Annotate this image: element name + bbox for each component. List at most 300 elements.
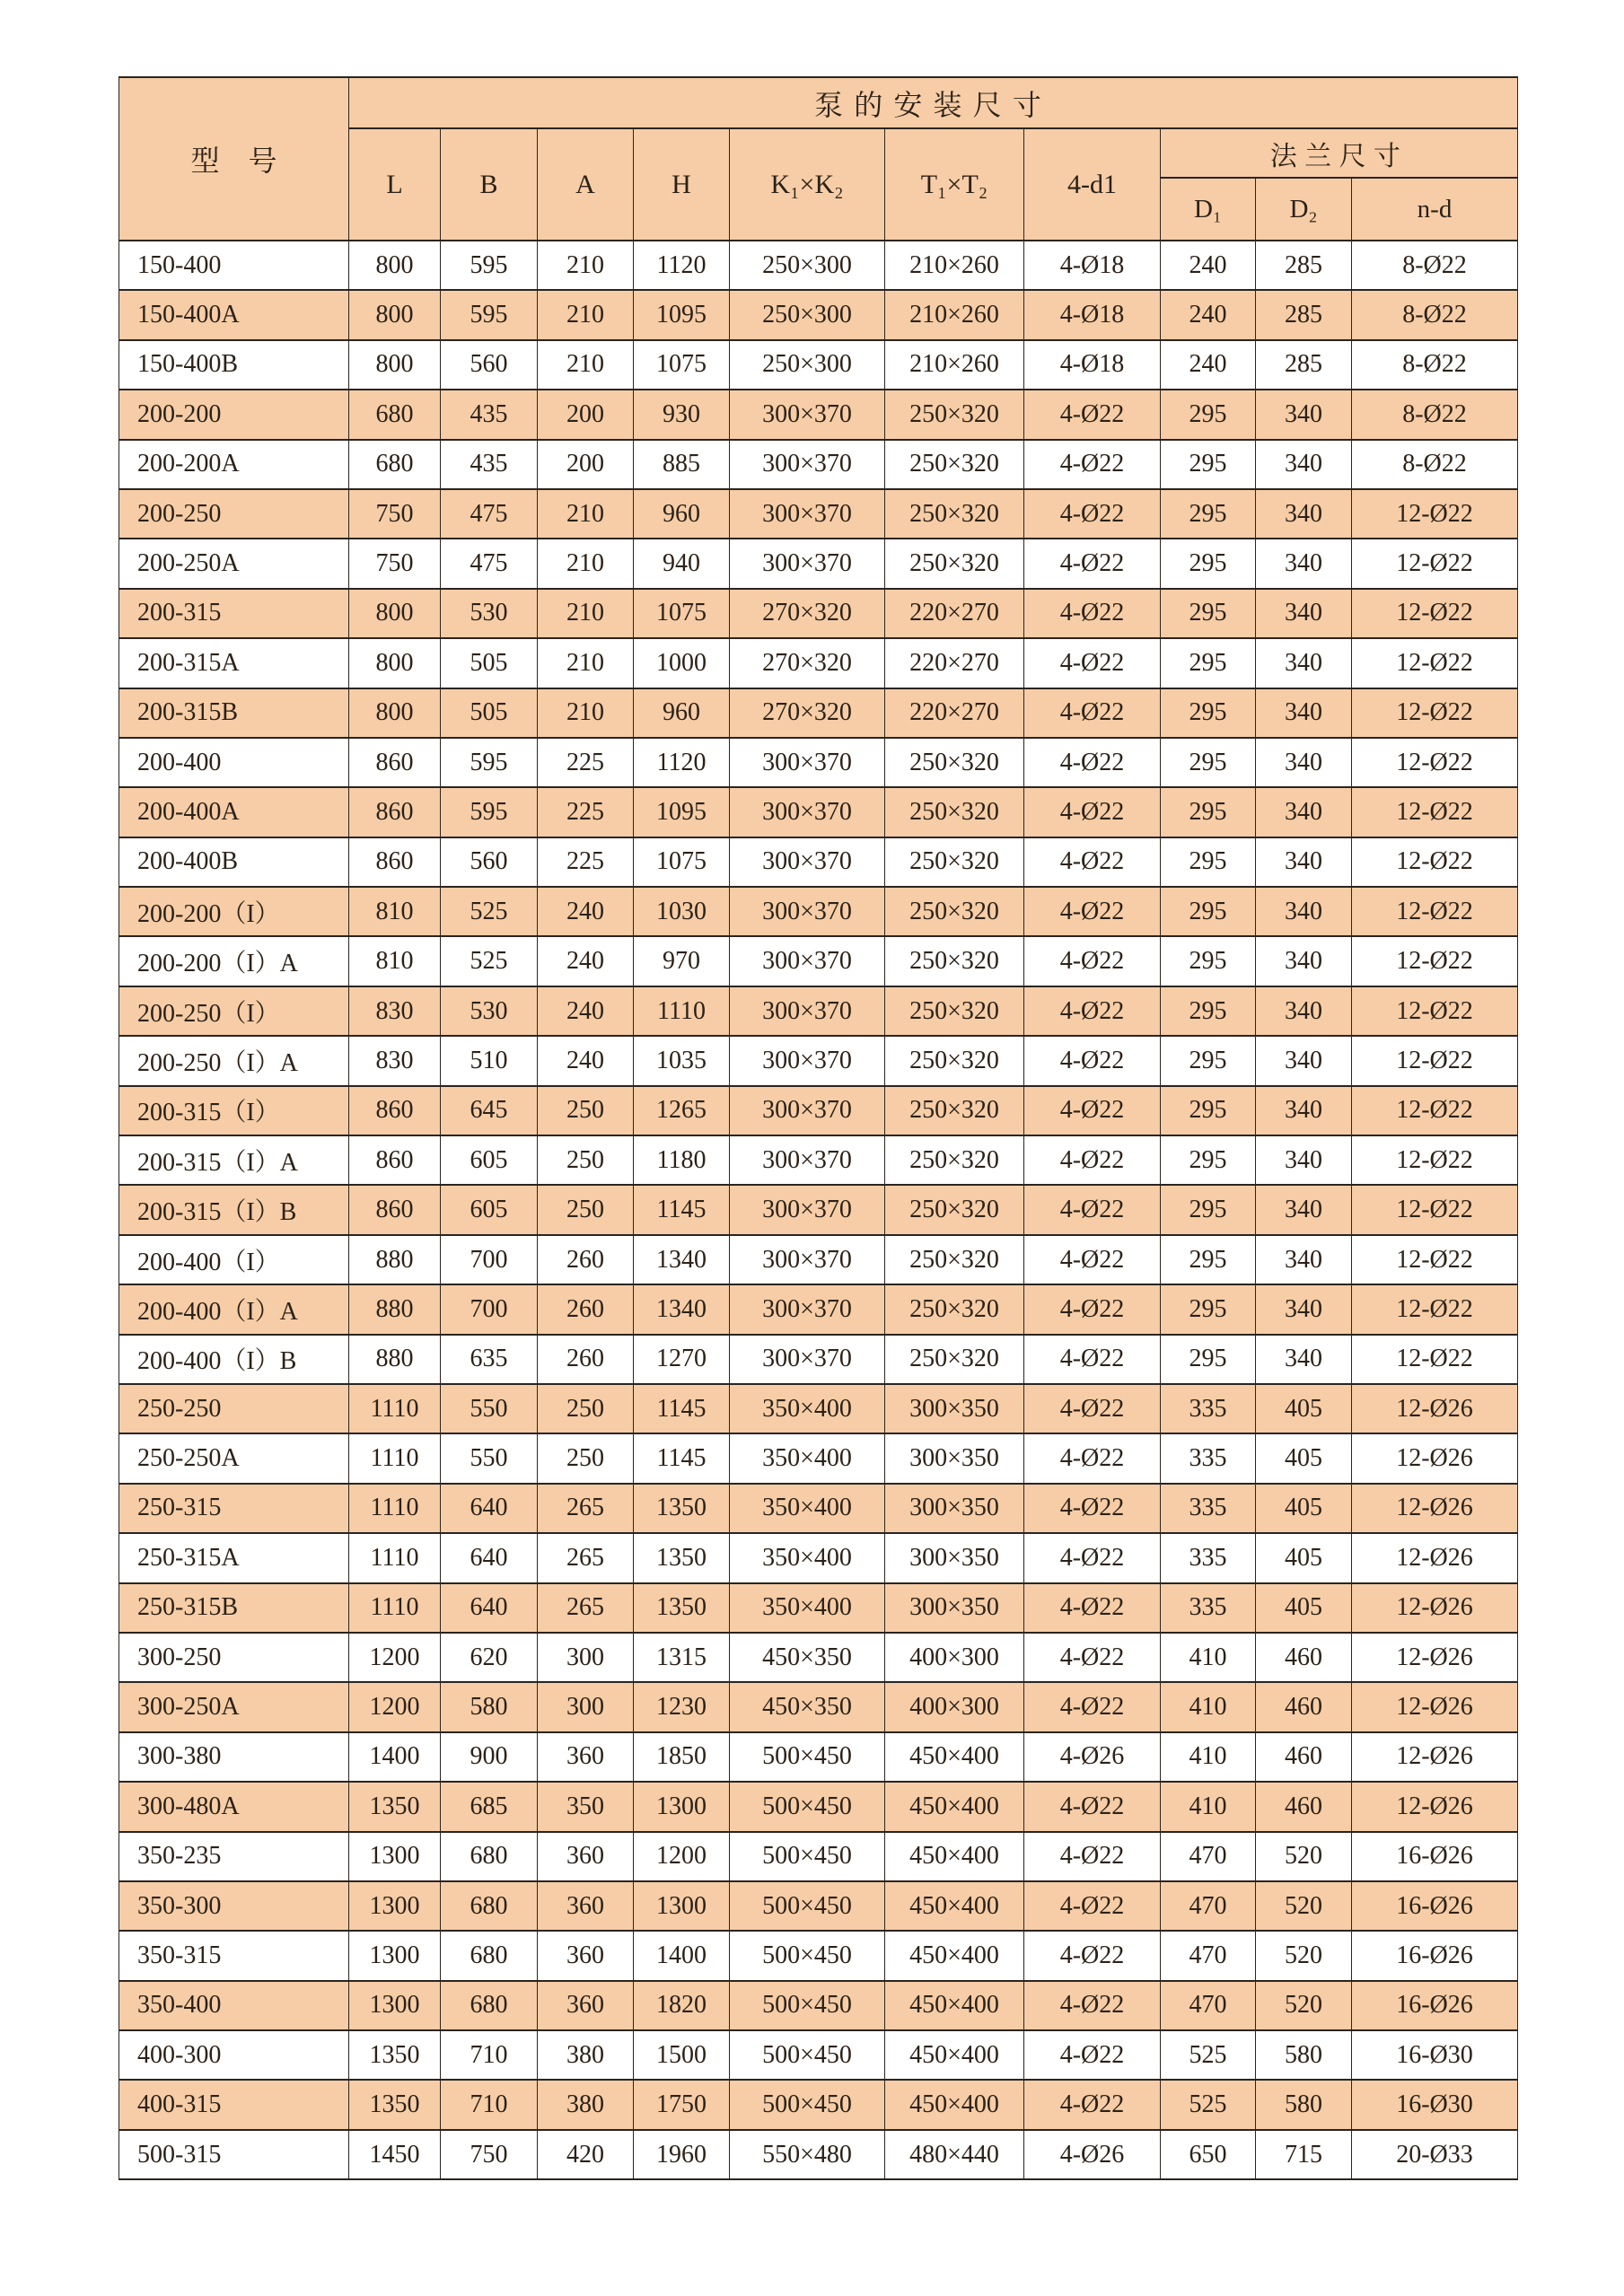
- value-cell: 960: [634, 688, 730, 738]
- value-cell: 250×320: [885, 936, 1024, 986]
- table-row: [119, 1135, 1518, 1185]
- value-cell: 680: [441, 1832, 538, 1881]
- value-cell: 595: [441, 241, 538, 290]
- value-cell: 810: [349, 887, 441, 936]
- value-cell: 700: [441, 1284, 538, 1334]
- value-cell: 830: [349, 986, 441, 1036]
- value-cell: 4-Ø22: [1024, 1484, 1161, 1533]
- value-cell: 4-Ø22: [1024, 1633, 1161, 1682]
- table-row: [119, 787, 1518, 837]
- value-cell: 295: [1161, 489, 1256, 539]
- value-cell: 300×370: [730, 489, 885, 539]
- model-cell: 200-250: [119, 489, 349, 539]
- value-cell: 4-Ø22: [1024, 1881, 1161, 1931]
- value-cell: 210×260: [885, 340, 1024, 390]
- value-cell: 265: [538, 1583, 634, 1633]
- model-cell: 200-400（I）: [119, 1235, 349, 1284]
- value-cell: 250×320: [885, 1284, 1024, 1334]
- table-row: [119, 1384, 1518, 1433]
- value-cell: 16-Ø26: [1352, 1931, 1518, 1980]
- value-cell: 460: [1256, 1682, 1352, 1731]
- value-cell: 475: [441, 489, 538, 539]
- value-cell: 340: [1256, 589, 1352, 638]
- column-header-nd: n-d: [1352, 178, 1518, 241]
- value-cell: 1350: [634, 1533, 730, 1582]
- value-cell: 250: [538, 1433, 634, 1483]
- value-cell: 800: [349, 290, 441, 339]
- value-cell: 4-Ø22: [1024, 1832, 1161, 1881]
- value-cell: 295: [1161, 1284, 1256, 1334]
- table-row: [119, 1931, 1518, 1980]
- value-cell: 450×400: [885, 1881, 1024, 1931]
- value-cell: 460: [1256, 1732, 1352, 1782]
- value-cell: 1000: [634, 638, 730, 688]
- value-cell: 12-Ø22: [1352, 489, 1518, 539]
- value-cell: 12-Ø22: [1352, 589, 1518, 638]
- value-cell: 300×350: [885, 1583, 1024, 1633]
- value-cell: 12-Ø22: [1352, 1235, 1518, 1284]
- value-cell: 510: [441, 1036, 538, 1085]
- value-cell: 12-Ø26: [1352, 1682, 1518, 1731]
- value-cell: 8-Ø22: [1352, 241, 1518, 290]
- value-cell: 700: [441, 1235, 538, 1284]
- value-cell: 340: [1256, 787, 1352, 837]
- value-cell: 260: [538, 1335, 634, 1384]
- value-cell: 250×320: [885, 489, 1024, 539]
- value-cell: 800: [349, 688, 441, 738]
- value-cell: 300×370: [730, 1135, 885, 1185]
- value-cell: 500×450: [730, 1832, 885, 1881]
- value-cell: 210: [538, 290, 634, 339]
- table-row: [119, 887, 1518, 936]
- table-row: [119, 1782, 1518, 1831]
- value-cell: 300×370: [730, 887, 885, 936]
- table-row: [119, 1086, 1518, 1135]
- value-cell: 580: [441, 1682, 538, 1731]
- value-cell: 4-Ø22: [1024, 1235, 1161, 1284]
- value-cell: 450×400: [885, 1981, 1024, 2030]
- header-row-group: [119, 77, 1518, 128]
- value-cell: 1120: [634, 241, 730, 290]
- value-cell: 1300: [349, 1881, 441, 1931]
- value-cell: 645: [441, 1086, 538, 1135]
- value-cell: 240: [538, 936, 634, 986]
- value-cell: 12-Ø22: [1352, 837, 1518, 887]
- value-cell: 410: [1161, 1633, 1256, 1682]
- value-cell: 360: [538, 1832, 634, 1881]
- value-cell: 12-Ø26: [1352, 1732, 1518, 1782]
- model-column-header: 型 号: [119, 77, 349, 241]
- value-cell: 12-Ø26: [1352, 1484, 1518, 1533]
- model-cell: 200-200（I）: [119, 887, 349, 936]
- value-cell: 4-Ø22: [1024, 440, 1161, 489]
- value-cell: 360: [538, 1732, 634, 1782]
- table-row: [119, 738, 1518, 787]
- value-cell: 635: [441, 1335, 538, 1384]
- value-cell: 295: [1161, 1185, 1256, 1234]
- value-cell: 340: [1256, 1036, 1352, 1085]
- value-cell: 16-Ø30: [1352, 2030, 1518, 2080]
- model-cell: 200-200（I）A: [119, 936, 349, 986]
- value-cell: 1350: [349, 1782, 441, 1831]
- value-cell: 270×320: [730, 638, 885, 688]
- model-cell: 200-315（I）B: [119, 1185, 349, 1234]
- value-cell: 605: [441, 1185, 538, 1234]
- value-cell: 295: [1161, 787, 1256, 837]
- value-cell: 435: [441, 390, 538, 439]
- value-cell: 860: [349, 1185, 441, 1234]
- value-cell: 250×300: [730, 290, 885, 339]
- value-cell: 12-Ø22: [1352, 887, 1518, 936]
- value-cell: 1180: [634, 1135, 730, 1185]
- value-cell: 240: [538, 986, 634, 1036]
- value-cell: 250: [538, 1384, 634, 1433]
- table-row: [119, 1881, 1518, 1931]
- value-cell: 1270: [634, 1335, 730, 1384]
- value-cell: 295: [1161, 837, 1256, 887]
- value-cell: 900: [441, 1732, 538, 1782]
- value-cell: 240: [538, 887, 634, 936]
- value-cell: 295: [1161, 688, 1256, 738]
- model-cell: 200-315A: [119, 638, 349, 688]
- value-cell: 1300: [634, 1881, 730, 1931]
- value-cell: 4-Ø22: [1024, 738, 1161, 787]
- value-cell: 640: [441, 1484, 538, 1533]
- value-cell: 12-Ø26: [1352, 1633, 1518, 1682]
- value-cell: 300×350: [885, 1484, 1024, 1533]
- value-cell: 340: [1256, 440, 1352, 489]
- value-cell: 12-Ø22: [1352, 1086, 1518, 1135]
- value-cell: 520: [1256, 1931, 1352, 1980]
- value-cell: 295: [1161, 738, 1256, 787]
- model-cell: 250-315: [119, 1484, 349, 1533]
- value-cell: 285: [1256, 340, 1352, 390]
- value-cell: 1350: [349, 2030, 441, 2080]
- value-cell: 580: [1256, 2030, 1352, 2080]
- value-cell: 685: [441, 1782, 538, 1831]
- value-cell: 550: [441, 1433, 538, 1483]
- column-header-4d1: 4-d1: [1024, 128, 1161, 241]
- value-cell: 405: [1256, 1583, 1352, 1633]
- value-cell: 225: [538, 787, 634, 837]
- value-cell: 460: [1256, 1633, 1352, 1682]
- value-cell: 960: [634, 489, 730, 539]
- value-cell: 505: [441, 638, 538, 688]
- value-cell: 4-Ø22: [1024, 2080, 1161, 2129]
- value-cell: 250×300: [730, 340, 885, 390]
- value-cell: 400×300: [885, 1633, 1024, 1682]
- value-cell: 550×480: [730, 2130, 885, 2179]
- value-cell: 435: [441, 440, 538, 489]
- value-cell: 4-Ø22: [1024, 390, 1161, 439]
- value-cell: 500×450: [730, 1931, 885, 1980]
- model-cell: 150-400B: [119, 340, 349, 390]
- column-header-B: B: [441, 128, 538, 241]
- value-cell: 210: [538, 539, 634, 588]
- value-cell: 680: [441, 1931, 538, 1980]
- value-cell: 800: [349, 241, 441, 290]
- value-cell: 1035: [634, 1036, 730, 1085]
- value-cell: 410: [1161, 1732, 1256, 1782]
- value-cell: 300: [538, 1682, 634, 1731]
- table-body: [119, 241, 1518, 2179]
- value-cell: 530: [441, 986, 538, 1036]
- value-cell: 16-Ø26: [1352, 1832, 1518, 1881]
- value-cell: 4-Ø26: [1024, 2130, 1161, 2179]
- value-cell: 650: [1161, 2130, 1256, 2179]
- value-cell: 520: [1256, 1981, 1352, 2030]
- value-cell: 250×320: [885, 1235, 1024, 1284]
- model-cell: 350-315: [119, 1931, 349, 1980]
- value-cell: 1110: [349, 1533, 441, 1582]
- value-cell: 340: [1256, 1185, 1352, 1234]
- value-cell: 210: [538, 589, 634, 638]
- value-cell: 295: [1161, 390, 1256, 439]
- table-row: [119, 440, 1518, 489]
- value-cell: 4-Ø22: [1024, 1335, 1161, 1384]
- table-row: [119, 638, 1518, 688]
- value-cell: 210: [538, 489, 634, 539]
- value-cell: 12-Ø22: [1352, 1135, 1518, 1185]
- model-cell: 150-400A: [119, 290, 349, 339]
- value-cell: 300×370: [730, 936, 885, 986]
- model-cell: 200-400: [119, 738, 349, 787]
- value-cell: 710: [441, 2080, 538, 2129]
- value-cell: 8-Ø22: [1352, 340, 1518, 390]
- value-cell: 4-Ø26: [1024, 1732, 1161, 1782]
- value-cell: 1145: [634, 1185, 730, 1234]
- value-cell: 210×260: [885, 290, 1024, 339]
- value-cell: 300×370: [730, 1185, 885, 1234]
- model-cell: 350-235: [119, 1832, 349, 1881]
- model-cell: 300-380: [119, 1732, 349, 1782]
- value-cell: 240: [1161, 241, 1256, 290]
- value-cell: 500×450: [730, 1732, 885, 1782]
- value-cell: 880: [349, 1235, 441, 1284]
- value-cell: 4-Ø22: [1024, 837, 1161, 887]
- value-cell: 12-Ø22: [1352, 738, 1518, 787]
- model-cell: 200-200: [119, 390, 349, 439]
- value-cell: 400×300: [885, 1682, 1024, 1731]
- value-cell: 1340: [634, 1235, 730, 1284]
- value-cell: 4-Ø18: [1024, 290, 1161, 339]
- value-cell: 4-Ø22: [1024, 1284, 1161, 1334]
- value-cell: 1075: [634, 340, 730, 390]
- value-cell: 260: [538, 1235, 634, 1284]
- value-cell: 520: [1256, 1881, 1352, 1931]
- value-cell: 250×320: [885, 986, 1024, 1036]
- value-cell: 12-Ø26: [1352, 1782, 1518, 1831]
- value-cell: 710: [441, 2030, 538, 2080]
- value-cell: 4-Ø22: [1024, 1533, 1161, 1582]
- column-header-D2: D₂: [1256, 178, 1352, 241]
- value-cell: 300×370: [730, 1036, 885, 1085]
- value-cell: 1400: [634, 1931, 730, 1980]
- value-cell: 885: [634, 440, 730, 489]
- value-cell: 12-Ø22: [1352, 1185, 1518, 1234]
- value-cell: 12-Ø22: [1352, 539, 1518, 588]
- value-cell: 210×260: [885, 241, 1024, 290]
- value-cell: 1230: [634, 1682, 730, 1731]
- table-row: [119, 986, 1518, 1036]
- value-cell: 285: [1256, 241, 1352, 290]
- value-cell: 640: [441, 1533, 538, 1582]
- value-cell: 295: [1161, 1135, 1256, 1185]
- value-cell: 1110: [634, 986, 730, 1036]
- table-row: [119, 1335, 1518, 1384]
- value-cell: 250×320: [885, 738, 1024, 787]
- value-cell: 380: [538, 2030, 634, 2080]
- table-row: [119, 340, 1518, 390]
- model-cell: 200-200A: [119, 440, 349, 489]
- value-cell: 1350: [349, 2080, 441, 2129]
- value-cell: 860: [349, 787, 441, 837]
- value-cell: 16-Ø26: [1352, 1881, 1518, 1931]
- value-cell: 300×370: [730, 390, 885, 439]
- value-cell: 300×370: [730, 1284, 885, 1334]
- value-cell: 880: [349, 1335, 441, 1384]
- model-cell: 400-315: [119, 2080, 349, 2129]
- value-cell: 750: [349, 489, 441, 539]
- model-cell: 200-250（I）A: [119, 1036, 349, 1085]
- value-cell: 250: [538, 1185, 634, 1234]
- value-cell: 1110: [349, 1484, 441, 1533]
- model-cell: 200-400B: [119, 837, 349, 887]
- value-cell: 265: [538, 1533, 634, 1582]
- value-cell: 500×450: [730, 1782, 885, 1831]
- value-cell: 8-Ø22: [1352, 440, 1518, 489]
- value-cell: 505: [441, 688, 538, 738]
- value-cell: 300×370: [730, 1235, 885, 1284]
- value-cell: 12-Ø22: [1352, 1284, 1518, 1334]
- value-cell: 340: [1256, 489, 1352, 539]
- table-row: [119, 1235, 1518, 1284]
- value-cell: 12-Ø22: [1352, 936, 1518, 986]
- value-cell: 620: [441, 1633, 538, 1682]
- value-cell: 350×400: [730, 1583, 885, 1633]
- value-cell: 480×440: [885, 2130, 1024, 2179]
- value-cell: 295: [1161, 589, 1256, 638]
- value-cell: 285: [1256, 290, 1352, 339]
- value-cell: 800: [349, 589, 441, 638]
- value-cell: 4-Ø22: [1024, 1384, 1161, 1433]
- table-row: [119, 2130, 1518, 2179]
- value-cell: 4-Ø22: [1024, 1682, 1161, 1731]
- value-cell: 640: [441, 1583, 538, 1633]
- value-cell: 500×450: [730, 1881, 885, 1931]
- value-cell: 4-Ø22: [1024, 936, 1161, 986]
- value-cell: 860: [349, 738, 441, 787]
- value-cell: 450×400: [885, 1931, 1024, 1980]
- value-cell: 450×400: [885, 1832, 1024, 1881]
- value-cell: 340: [1256, 738, 1352, 787]
- value-cell: 250: [538, 1135, 634, 1185]
- value-cell: 680: [349, 440, 441, 489]
- value-cell: 340: [1256, 1135, 1352, 1185]
- value-cell: 1110: [349, 1583, 441, 1633]
- value-cell: 250×320: [885, 1185, 1024, 1234]
- table-row: [119, 837, 1518, 887]
- value-cell: 750: [441, 2130, 538, 2179]
- value-cell: 300: [538, 1633, 634, 1682]
- value-cell: 930: [634, 390, 730, 439]
- value-cell: 260: [538, 1284, 634, 1334]
- value-cell: 580: [1256, 2080, 1352, 2129]
- table-row: [119, 539, 1518, 588]
- value-cell: 1350: [634, 1484, 730, 1533]
- value-cell: 530: [441, 589, 538, 638]
- value-cell: 520: [1256, 1832, 1352, 1881]
- value-cell: 4-Ø22: [1024, 1433, 1161, 1483]
- value-cell: 450×400: [885, 2030, 1024, 2080]
- table-row: [119, 1981, 1518, 2030]
- value-cell: 270×320: [730, 688, 885, 738]
- value-cell: 1300: [349, 1981, 441, 2030]
- value-cell: 1095: [634, 787, 730, 837]
- value-cell: 1500: [634, 2030, 730, 2080]
- value-cell: 200: [538, 390, 634, 439]
- value-cell: 800: [349, 638, 441, 688]
- value-cell: 1265: [634, 1086, 730, 1135]
- value-cell: 4-Ø22: [1024, 1135, 1161, 1185]
- value-cell: 1075: [634, 837, 730, 887]
- flange-dimensions-header: 法兰尺寸: [1161, 128, 1518, 178]
- value-cell: 1030: [634, 887, 730, 936]
- value-cell: 340: [1256, 1335, 1352, 1384]
- value-cell: 595: [441, 290, 538, 339]
- value-cell: 300×370: [730, 837, 885, 887]
- value-cell: 470: [1161, 1881, 1256, 1931]
- table-row: [119, 1484, 1518, 1533]
- value-cell: 220×270: [885, 638, 1024, 688]
- table-row: [119, 1583, 1518, 1633]
- value-cell: 4-Ø22: [1024, 1086, 1161, 1135]
- value-cell: 20-Ø33: [1352, 2130, 1518, 2179]
- value-cell: 450×350: [730, 1682, 885, 1731]
- value-cell: 340: [1256, 837, 1352, 887]
- column-header-D1: D₁: [1161, 178, 1256, 241]
- value-cell: 200: [538, 440, 634, 489]
- value-cell: 340: [1256, 1284, 1352, 1334]
- value-cell: 860: [349, 1135, 441, 1185]
- value-cell: 335: [1161, 1384, 1256, 1433]
- value-cell: 1200: [349, 1682, 441, 1731]
- value-cell: 12-Ø26: [1352, 1433, 1518, 1483]
- value-cell: 335: [1161, 1583, 1256, 1633]
- value-cell: 340: [1256, 390, 1352, 439]
- value-cell: 250×320: [885, 1086, 1024, 1135]
- value-cell: 4-Ø22: [1024, 887, 1161, 936]
- value-cell: 470: [1161, 1981, 1256, 2030]
- value-cell: 8-Ø22: [1352, 390, 1518, 439]
- table-row: [119, 688, 1518, 738]
- model-cell: 350-400: [119, 1981, 349, 2030]
- value-cell: 1315: [634, 1633, 730, 1682]
- value-cell: 525: [1161, 2030, 1256, 2080]
- column-header-K1K2: K₁×K₂: [730, 128, 885, 241]
- value-cell: 340: [1256, 638, 1352, 688]
- value-cell: 470: [1161, 1931, 1256, 1980]
- value-cell: 1300: [349, 1832, 441, 1881]
- model-cell: 300-480A: [119, 1782, 349, 1831]
- table-row: [119, 2080, 1518, 2129]
- table-row: [119, 390, 1518, 439]
- value-cell: 12-Ø22: [1352, 1335, 1518, 1384]
- value-cell: 380: [538, 2080, 634, 2129]
- value-cell: 295: [1161, 1235, 1256, 1284]
- value-cell: 560: [441, 837, 538, 887]
- table-row: [119, 1433, 1518, 1483]
